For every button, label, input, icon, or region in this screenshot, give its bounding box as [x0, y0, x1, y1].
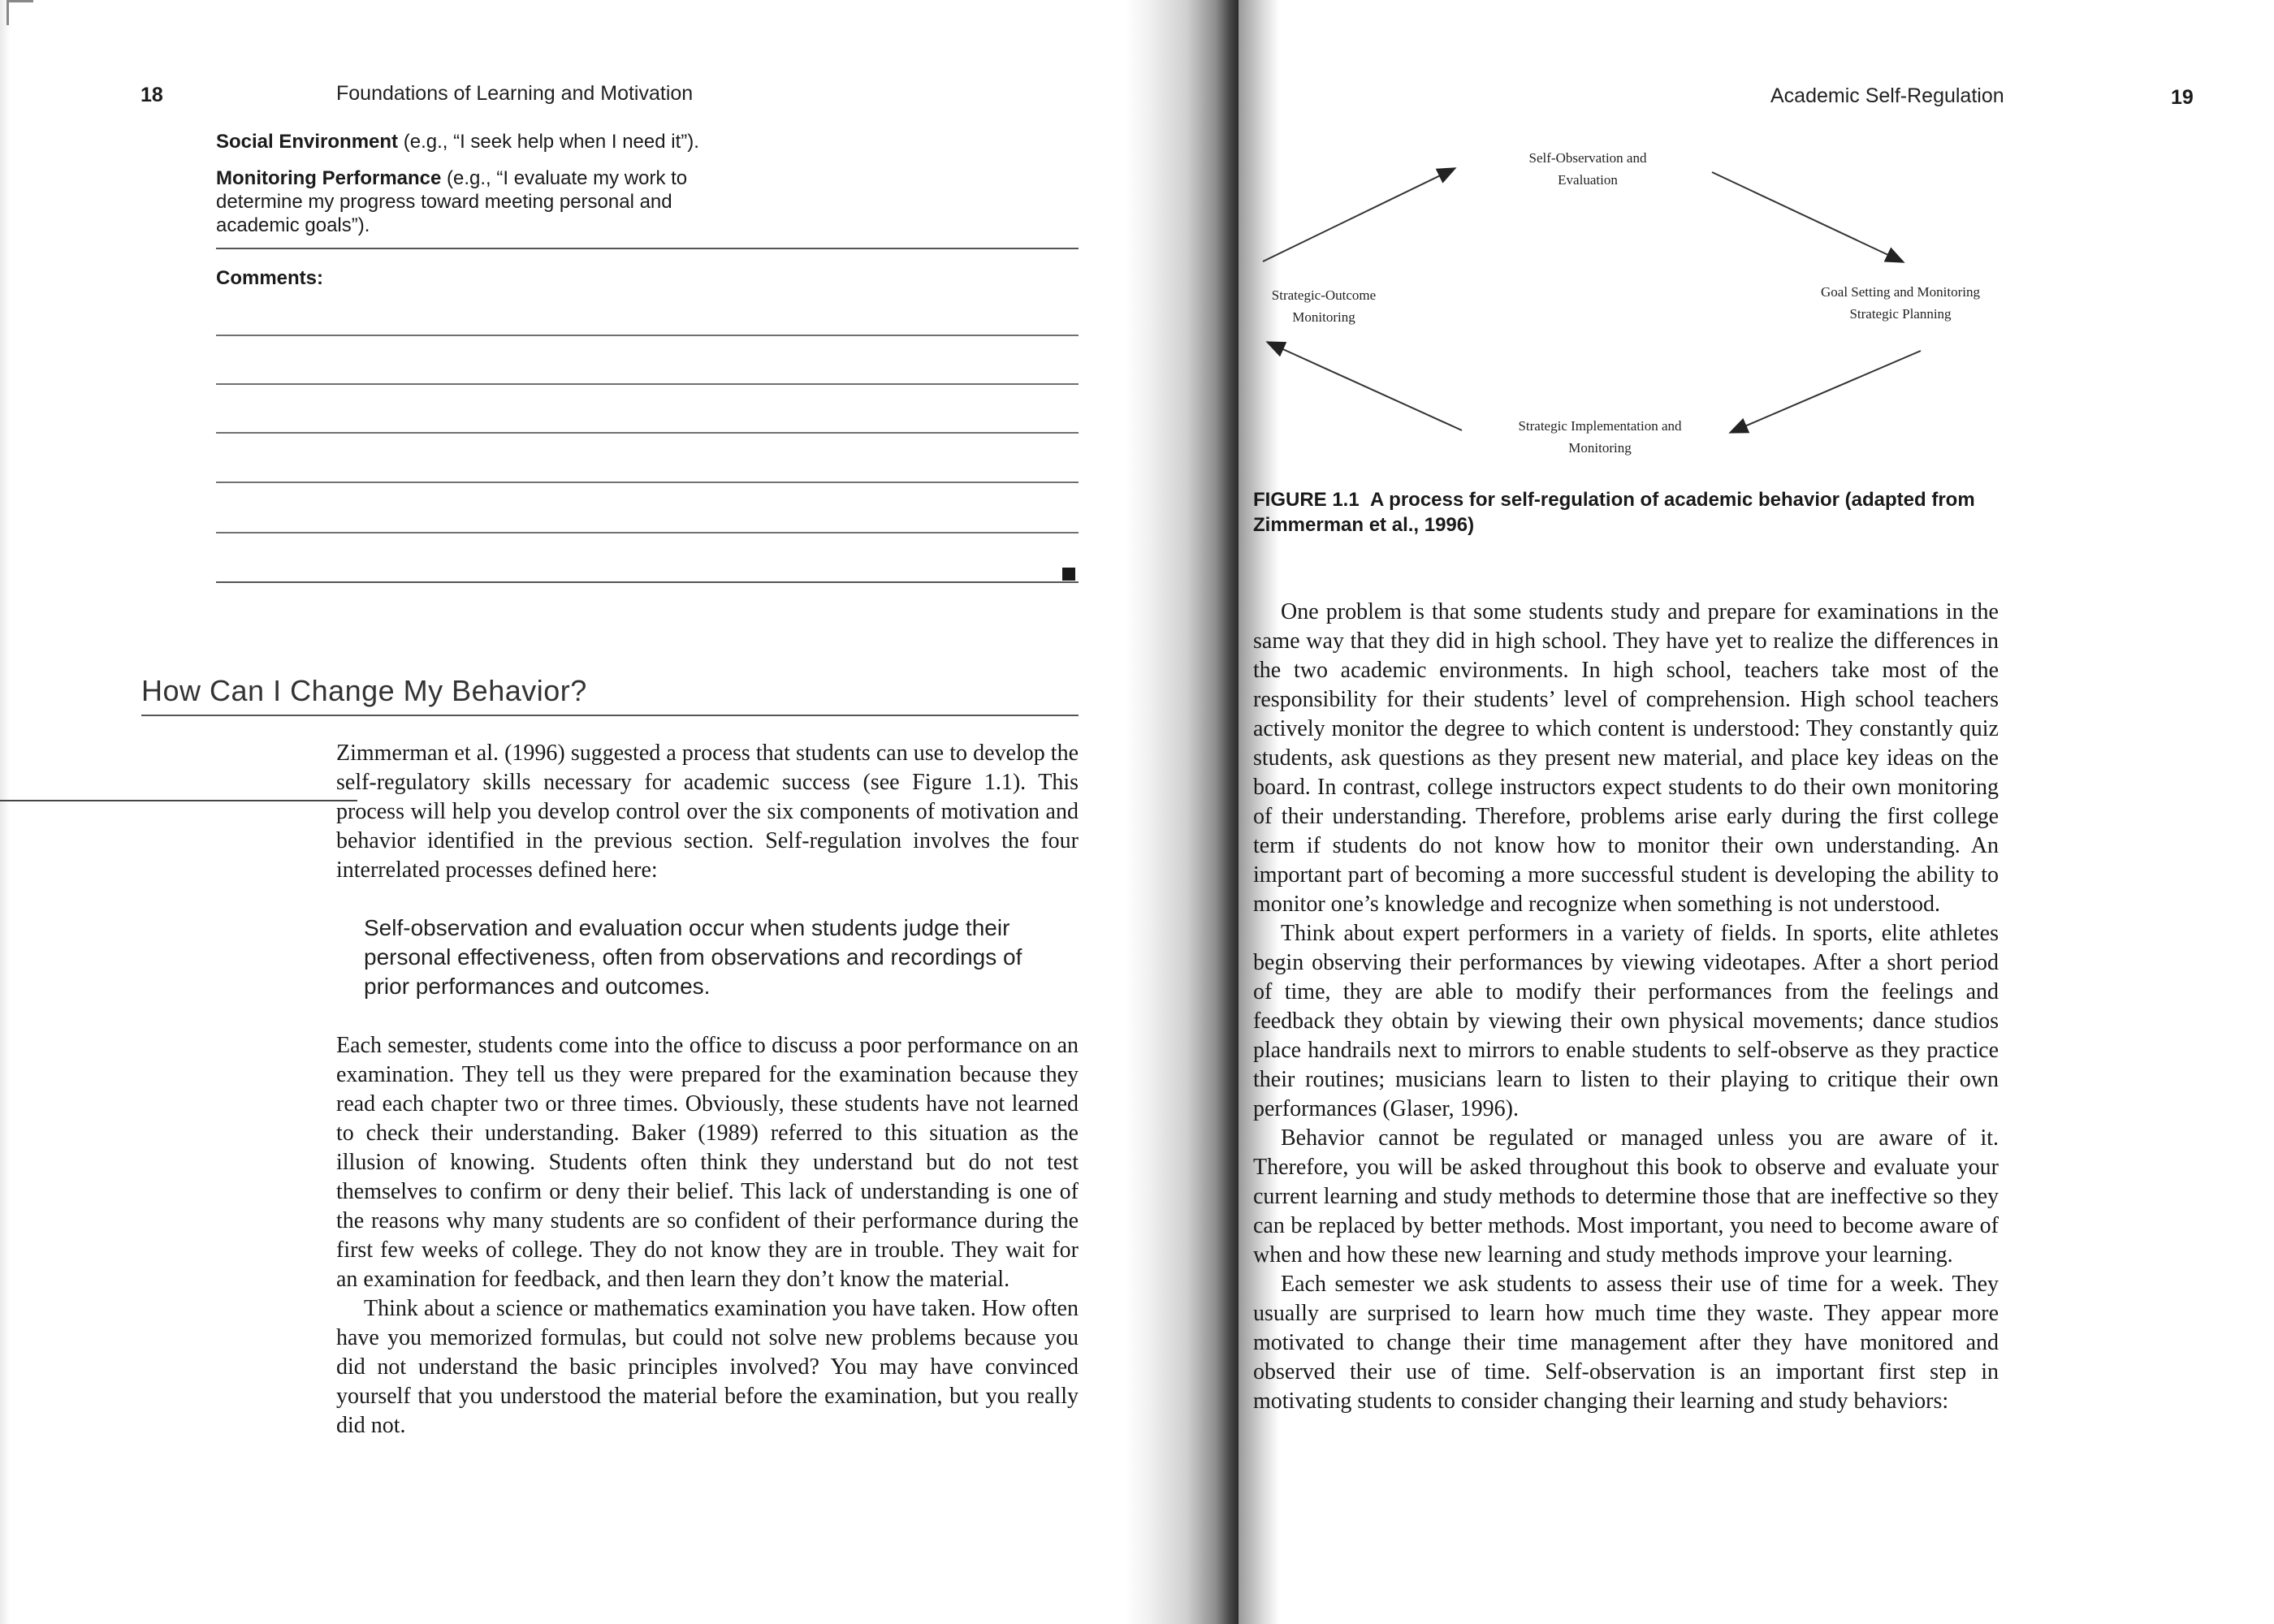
- node-line: Strategic-Outcome: [1271, 287, 1377, 303]
- definition-self-observation: Self-observation and evaluation occur when students judge their personal effectiveness, often from observations and recordings of prior performances and outcomes.: [364, 915, 1022, 999]
- arrow-to-implementation: [1731, 351, 1921, 432]
- left-page-number: 18: [141, 84, 163, 106]
- item-text: (e.g., “I seek help when I need it”).: [398, 131, 699, 153]
- node-line: Strategic Planning: [1849, 306, 1952, 322]
- intro-paragraph: Zimmerman et al. (1996) suggested a process that students can use to develop the self-regulatory skills necessary for academic success (see Figure 1.1). This process will help you develop control over the six components of motivation and behavior identified in the previous section. Self-regulation involves the four interrelated processes defined here:: [336, 741, 1079, 883]
- item-label: Social Environment: [216, 131, 399, 153]
- figure-caption-text: A process for self-regulation of academic behavior (adapted from Zimmerman et al., 1996): [1253, 489, 1975, 536]
- node-line: Evaluation: [1558, 172, 1618, 188]
- paragraph: Behavior cannot be regulated or managed unless you are aware of it. Therefore, you will be asked throughout this book to observe and evaluate your current learning and study methods to determine those that are ineffective so they can be replaced by better methods. Most important, you need to become aware of when and how these new learning and study methods improve your learning.: [1253, 1125, 1999, 1268]
- paragraph: One problem is that some students study and prepare for examinations in the same way that they did in high school. They have yet to realize the differences in the two academic environments. In high school, teachers take most of the responsibility for their students’ level of comprehension. High school teachers actively monitor the degree to which content is understood: They constantly quiz students, ask questions as they present new material, and place key ideas on the board. In contrast, college instructors expect students to do their own monitoring of their understanding. Therefore, problems arise early during the first college term if students do not know how to monitor their own understanding. An important part of becoming a more successful student is developing the ability to monitor one’s knowledge and recognize when something is not understood.: [1253, 599, 1999, 917]
- arrow-to-self-observation: [1263, 169, 1454, 261]
- arrow-to-outcome-monitoring: [1269, 343, 1462, 430]
- paragraph: Each semester, students come into the office to discuss a poor performance on an examination. They tell us they were prepared for the examination because they read each chapter two or three times. Obviously, these students have not learned to check their understanding. Baker (1989) referred to this situation as the illusion of knowing. Students often think they understand but do not test themselves to confirm or deny their belief. This lack of understanding is one of the reasons why many students are so confident of their performance during the first few weeks of college. They do not know they are in trouble. They wait for an examination for feedback, and then learn they don’t know the material.: [336, 1033, 1079, 1292]
- section-heading: How Can I Change My Behavior?: [141, 674, 587, 707]
- paragraph: Think about expert performers in a variety of fields. In sports, elite athletes begin observing their performances by viewing videotapes. After a short period of time, they are able to modify their performances from the feelings and feedback they obtain by viewing their own physical movements; dance studios place handrails next to mirrors to enable students to self-observe as they practice their routines; musicians learn to listen to their playing to critique their own performances (Glaser, 1996).: [1253, 921, 1999, 1121]
- node-line: Goal Setting and Monitoring: [1821, 284, 1980, 300]
- right-page-number: 19: [2171, 86, 2194, 109]
- paragraph: Think about a science or mathematics examination you have taken. How often have you memorized formulas, but could not solve new problems because you did not understand the basic principles involved? You may have convinced yourself that you understood the material before the examination, but you really did not.: [336, 1296, 1079, 1438]
- arrow-to-goal-setting: [1712, 172, 1902, 261]
- item-label: Monitoring Performance: [216, 167, 442, 189]
- right-body-text: [1253, 598, 1999, 1416]
- node-line: Monitoring: [1568, 440, 1632, 456]
- figure-caption: [1253, 487, 2000, 538]
- node-line: Strategic Implementation and: [1518, 418, 1682, 434]
- right-running-head: Academic Self-Regulation: [1770, 84, 2004, 107]
- node-line: Monitoring: [1292, 309, 1355, 325]
- node-line: Self-Observation and: [1528, 150, 1647, 166]
- item-text: (e.g., “I evaluate my work to determine my progress toward meeting personal and academic goals”).: [216, 167, 688, 236]
- left-running-head: Foundations of Learning and Motivation: [336, 82, 694, 105]
- figure-caption-label: FIGURE 1.1: [1253, 489, 1360, 511]
- paragraph: Each semester we ask students to assess their use of time for a week. They usually are surprised to learn how much time they waste. They appear more motivated to change their time management after they have monitored and observed their use of time. Self-observation is an important first step in motivating students to consider changing their learning and study behaviors:: [1253, 1272, 1999, 1414]
- comments-label: Comments:: [216, 267, 324, 289]
